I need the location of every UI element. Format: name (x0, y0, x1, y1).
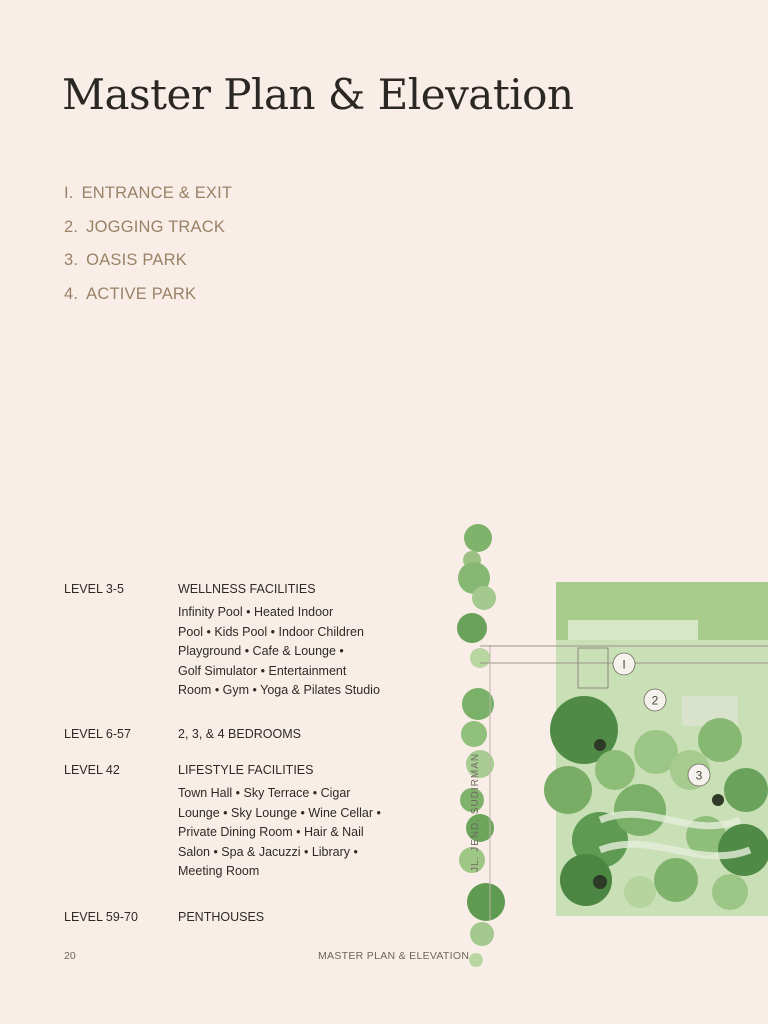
map-marker (688, 764, 710, 786)
description-line: Playground • Cafe & Lounge • (178, 644, 344, 659)
legend-item (64, 249, 232, 283)
description-line: Town Hall • Sky Terrace • Cigar (178, 785, 351, 800)
level-content (178, 580, 418, 701)
level-heading: LIFESTYLE FACILITIES (178, 762, 314, 777)
svg-text:2: 2 (651, 693, 659, 708)
level-row (64, 725, 444, 743)
legend-item (64, 283, 232, 317)
level-row (64, 761, 444, 882)
level-content (178, 725, 418, 743)
legend-number: I. (64, 184, 74, 202)
legend-number: 4. (64, 284, 79, 303)
site-plan-legend (64, 182, 232, 316)
level-heading: WELLNESS FACILITIES (178, 582, 316, 596)
page-number: 20 (64, 950, 76, 962)
description-line: Infinity Pool • Heated Indoor (178, 605, 334, 619)
description-line: Golf Simulator • Entertainment (178, 663, 347, 678)
description-line: Salon • Spa & Jacuzzi • Library • (178, 844, 358, 859)
level-row (64, 908, 444, 926)
description-line: Pool • Kids Pool • Indoor Children (178, 624, 364, 639)
level-description (178, 603, 418, 701)
level-content (178, 761, 418, 882)
map-marker (644, 689, 666, 711)
level-description (178, 784, 418, 882)
legend-number: 2. (64, 217, 79, 236)
master-plan-illustration (450, 520, 768, 980)
description-line: Lounge • Sky Lounge • Wine Cellar • (178, 805, 381, 820)
legend-number: 3. (64, 251, 79, 269)
map-marker (613, 653, 635, 675)
level-label: LEVEL 3-5 (64, 582, 124, 596)
description-line: Room • Gym • Yoga & Pilates Studio (178, 683, 380, 698)
svg-text:I: I (622, 657, 626, 672)
svg-text:3: 3 (695, 768, 703, 783)
legend-label: ACTIVE PARK (86, 284, 197, 303)
legend-label: JOGGING TRACK (86, 217, 226, 236)
legend-label: ENTRANCE & EXIT (81, 184, 233, 202)
legend-item (64, 216, 232, 250)
levels-table (64, 580, 444, 926)
level-label: LEVEL 59-70 (64, 909, 138, 924)
description-line: Meeting Room (178, 864, 260, 879)
level-label: LEVEL 42 (64, 762, 120, 777)
description-line: Private Dining Room • Hair & Nail (178, 825, 364, 840)
footer-section-title: MASTER PLAN & ELEVATION (318, 950, 470, 962)
level-row (64, 580, 444, 701)
page-title: Master Plan & Elevation (62, 70, 574, 119)
level-content (178, 908, 418, 926)
level-heading: PENTHOUSES (178, 909, 265, 924)
road-label: JL. JEND. SUDIRMAN (470, 752, 481, 872)
level-label: LEVEL 6-57 (64, 726, 131, 741)
legend-item (64, 182, 232, 216)
legend-label: OASIS PARK (86, 251, 187, 269)
level-heading: 2, 3, & 4 BEDROOMS (178, 726, 301, 741)
